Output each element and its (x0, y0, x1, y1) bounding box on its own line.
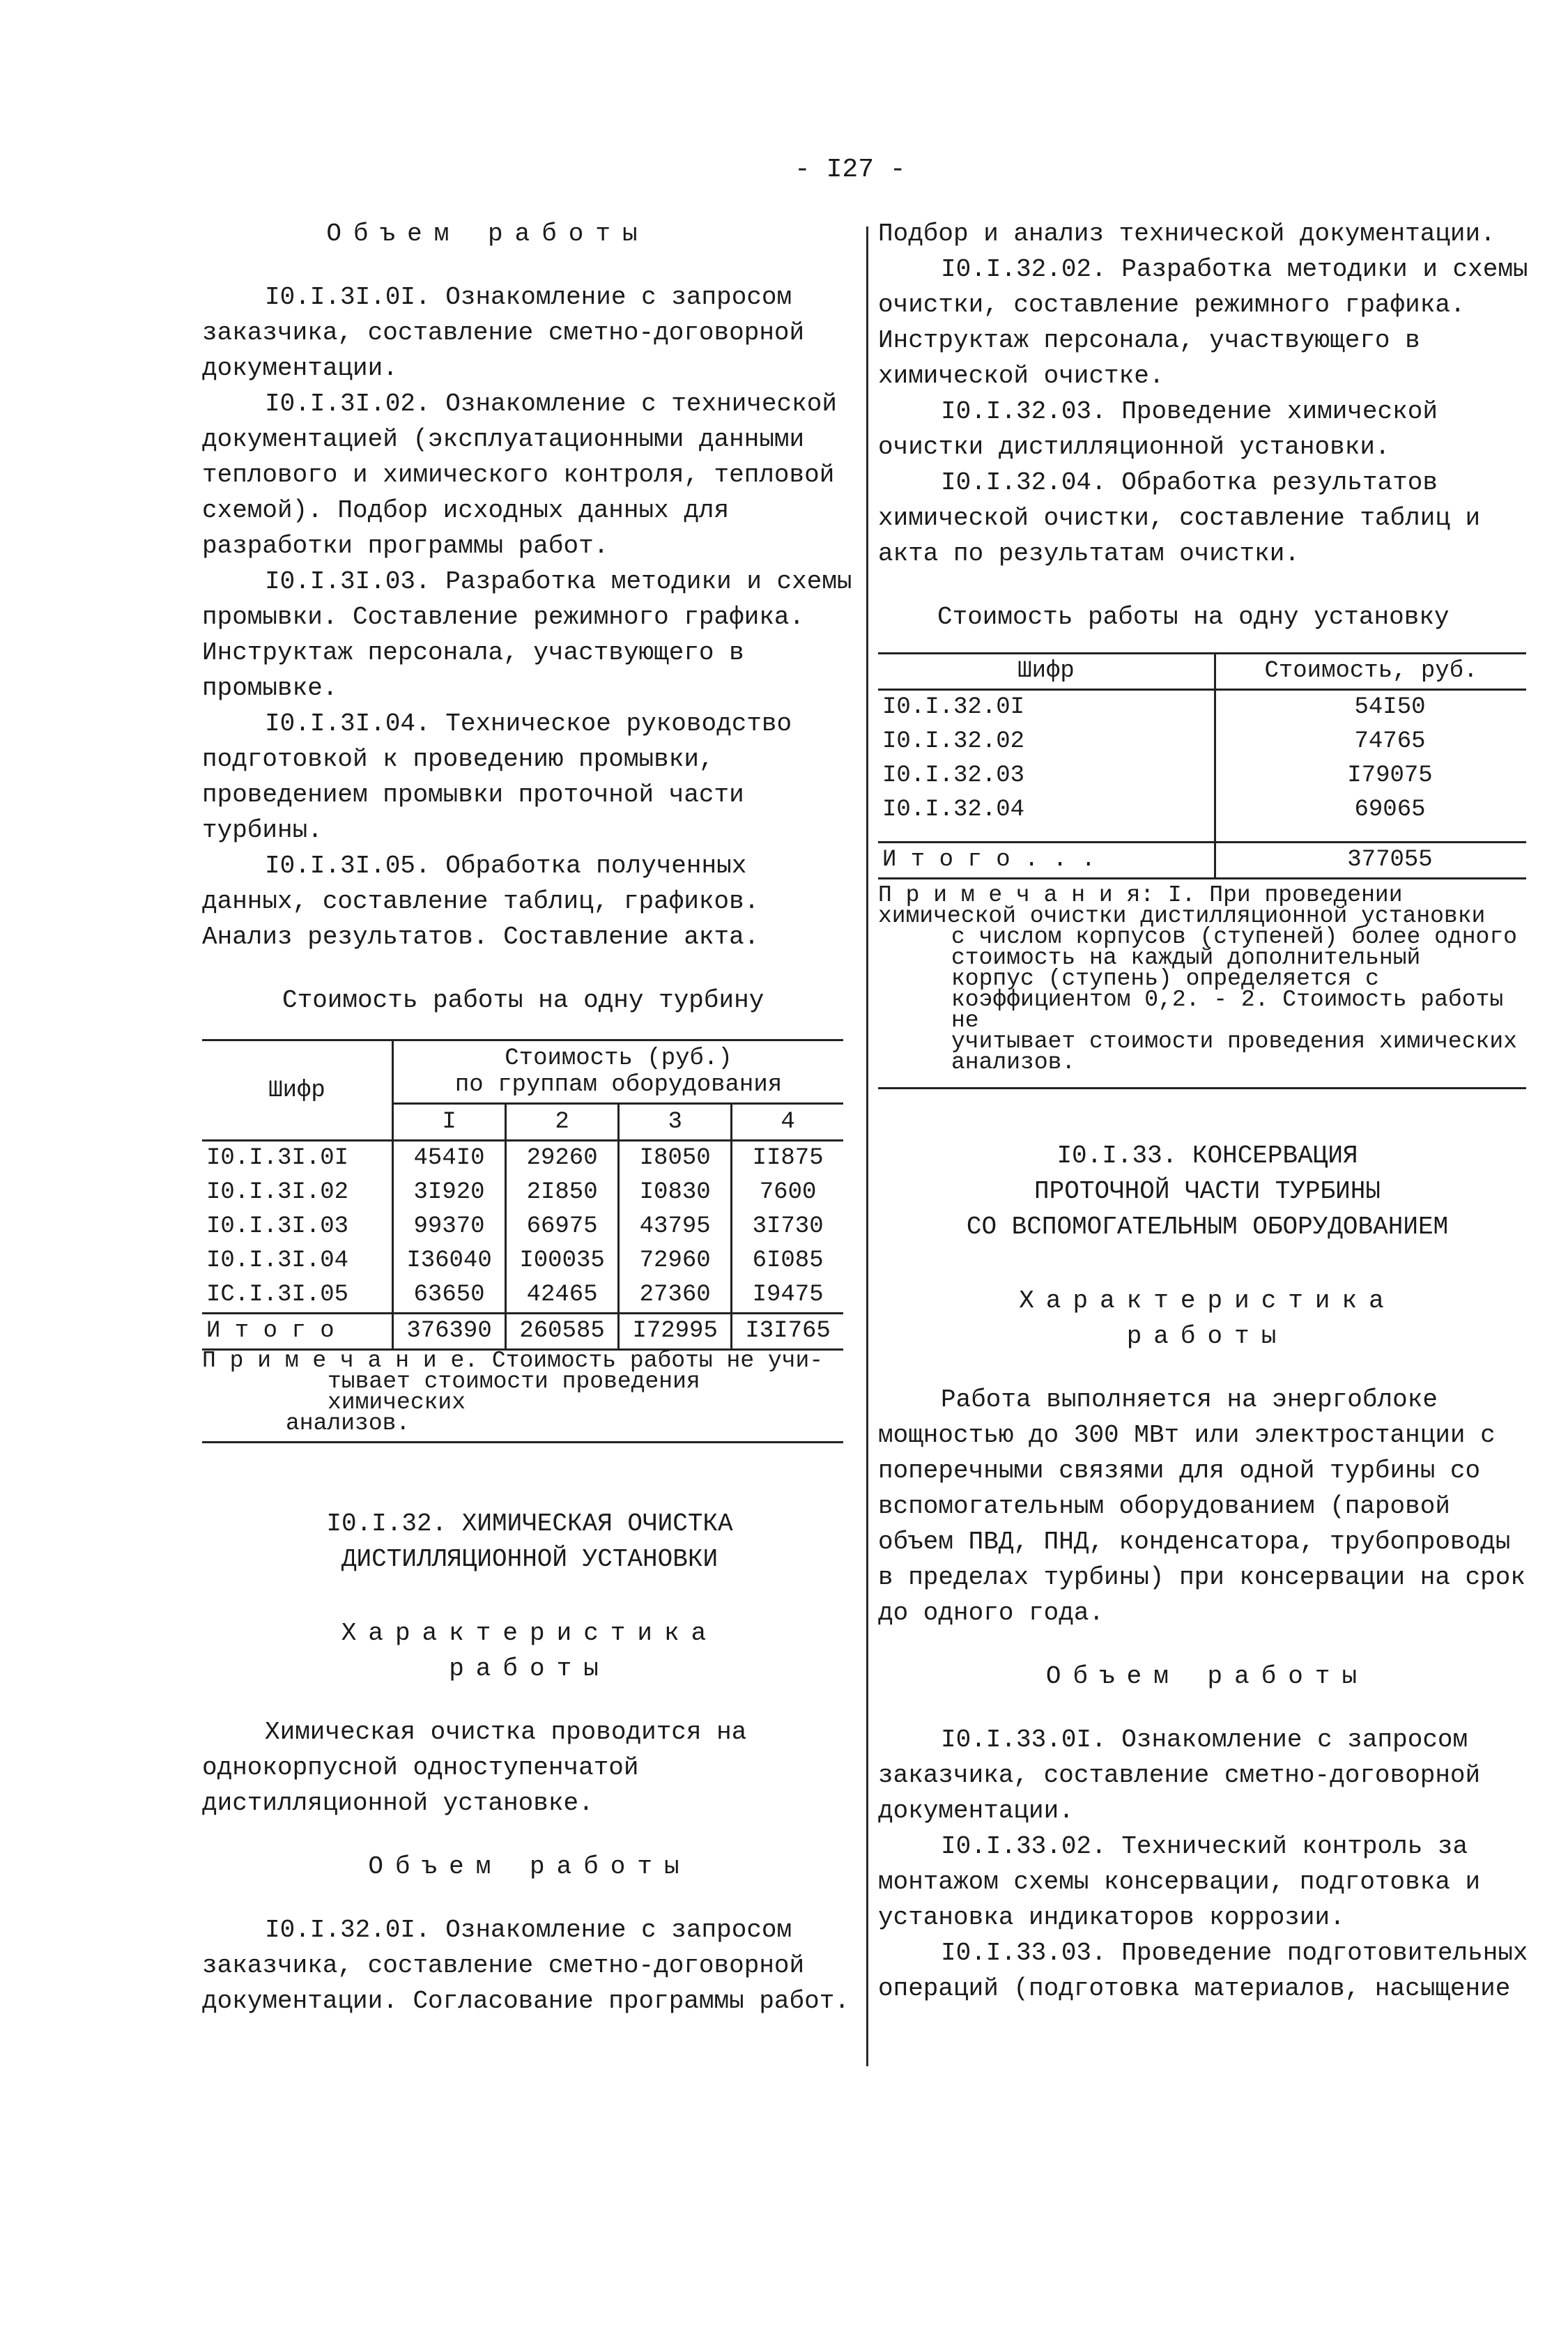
cost-caption-unit: Стоимость работы на одну установку (937, 603, 1450, 631)
note-line: с числом корпусов (ступеней) более одного стоимость на каждый дополнительный (951, 924, 1517, 971)
note-rule (202, 1441, 843, 1443)
scope-heading-32: Объем работы (368, 1852, 691, 1881)
total-value: I72995 (619, 1314, 732, 1350)
total-row (878, 843, 1526, 879)
item-31-04: I0.I.3I.04. Техническое руководство подготовкой к проведению промывки, проведением промывки проточной части турбины. (202, 709, 792, 845)
code-header: Шифр (878, 654, 1215, 690)
row-value: 6I085 (732, 1244, 843, 1278)
group-header: 3 (619, 1104, 732, 1141)
row-value: I00035 (506, 1244, 619, 1278)
section-33-title (878, 1138, 1537, 1245)
scope-heading-33: Объем работы (1045, 1662, 1369, 1691)
characteristic-text-32: Химическая очистка проводится на однокорпусной одноступенчатой дистилляционной установке. (202, 1718, 747, 1817)
row-value: I9475 (732, 1278, 843, 1314)
group-header: 4 (732, 1104, 843, 1141)
row-code: IC.I.3I.05 (202, 1278, 393, 1314)
cost-header: Стоимость, руб. (1215, 654, 1527, 690)
total-row (202, 1314, 843, 1350)
table-note (202, 1348, 843, 1443)
left-column (202, 216, 857, 2019)
row-value: 66975 (506, 1210, 619, 1244)
column-divider (866, 226, 868, 2066)
row-code: I0.I.32.0I (878, 690, 1215, 725)
row-value: 29260 (506, 1141, 619, 1176)
table-row (878, 725, 1526, 759)
item-33-02: I0.I.33.02. Технический контроль за монтажом схемы консервации, подготовка и установка индикаторов коррозии. (878, 1832, 1481, 1932)
table-row (202, 1210, 843, 1244)
item-32-03: I0.I.32.03. Проведение химической очистки дистилляционной установки. (878, 397, 1438, 461)
cost-table-unit (878, 652, 1526, 879)
section-33-title-line1: I0.I.33. КОНСЕРВАЦИЯ (1056, 1142, 1358, 1170)
note-line: анализов. (286, 1411, 410, 1436)
row-value: 99370 (393, 1210, 506, 1244)
row-code: I0.I.3I.04 (202, 1244, 393, 1278)
table-row (878, 793, 1526, 843)
total-label: И т о г о . . . (878, 843, 1215, 879)
characteristic-heading-32 (202, 1615, 857, 1686)
total-value: I3I765 (732, 1314, 843, 1350)
note-line: тывает стоимости проведения химических (328, 1369, 700, 1415)
item-32-01-continued: Подбор и анализ технической документации. (878, 220, 1496, 248)
scope-items-31 (202, 279, 857, 955)
table-row (202, 1176, 843, 1210)
item-32-04: I0.I.32.04. Обработка результатов химической очистки, составление таблиц и акта по результатам очистки. (878, 468, 1481, 568)
table-notes (878, 882, 1526, 1089)
section-32-title-line1: I0.I.32. ХИМИЧЕСКАЯ ОЧИСТКА (326, 1509, 733, 1538)
row-code: I0.I.3I.0I (202, 1141, 393, 1176)
section-33-title-line3: СО ВСПОМОГАТЕЛЬНЫМ ОБОРУДОВАНИЕМ (966, 1213, 1449, 1241)
table-row (202, 1141, 843, 1176)
scope-heading: Объем работы (326, 220, 650, 248)
row-value: II875 (732, 1141, 843, 1176)
row-value: 42465 (506, 1278, 619, 1314)
table-row (202, 1244, 843, 1278)
row-value: 63650 (393, 1278, 506, 1314)
row-value: 69065 (1354, 797, 1426, 823)
section-32-title (202, 1506, 857, 1577)
row-code: I0.I.32.03 (878, 759, 1215, 793)
section-32-title-line2: ДИСТИЛЛЯЦИОННОЙ УСТАНОВКИ (341, 1545, 718, 1574)
characteristic-heading-line1: Характеристика (341, 1619, 718, 1647)
item-31-05: I0.I.3I.05. Обработка полученных данных, составление таблиц, графиков. Анализ результатов. Составление акта. (202, 852, 760, 951)
total-value: 260585 (506, 1314, 619, 1350)
total-value: 377055 (1215, 843, 1527, 879)
row-code: I0.I.3I.02 (202, 1176, 393, 1210)
cost-header-line1: Стоимость (руб.) (505, 1045, 732, 1072)
total-value: 376390 (393, 1314, 506, 1350)
cost-table-turbine (202, 1039, 843, 1351)
table-row (878, 759, 1526, 793)
code-header: Шифр (202, 1040, 393, 1141)
item-32-02: I0.I.32.02. Разработка методики и схемы очистки, составление режимного графика. Инструктаж персонала, участвующего в химической очистке. (878, 255, 1528, 390)
row-value: 54I50 (1354, 694, 1426, 721)
characteristic-heading-line2: работы (449, 1654, 610, 1683)
group-header: I (393, 1104, 506, 1141)
row-code: I0.I.32.04 (878, 793, 1215, 843)
scope-items-33 (878, 1722, 1537, 2006)
row-value: I0830 (619, 1176, 732, 1210)
item-31-02: I0.I.3I.02. Ознакомление с технической документацией (эксплуатационными данными теплового и химического контроля, тепловой схемой). Подбор исходных данных для разработки программы работ. (202, 390, 837, 560)
row-value: 74765 (1354, 728, 1426, 755)
table-row (878, 690, 1526, 725)
table-row (202, 1278, 843, 1314)
item-31-03: I0.I.3I.03. Разработка методики и схемы промывки. Составление режимного графика. Инструктаж персонала, участвующего в промывке. (202, 567, 852, 702)
characteristic-text-33: Работа выполняется на энергоблоке мощностью до 300 МВт или электростанции с поперечными связями для одной турбины со вспомогательным оборудованием (паровой объем ПВД, ПНД, конденсатора, трубопроводы в пределах турбины) при консервации на срок до одного года. (878, 1385, 1525, 1627)
cost-header (393, 1040, 844, 1104)
item-32-01: I0.I.32.0I. Ознакомление с запросом заказчика, составление сметно-договорной документации. Согласование программы работ. (202, 1916, 850, 2015)
characteristic-heading-line1: Характеристика (1019, 1286, 1396, 1315)
note-line: учитывает стоимости проведения химических анализов. (951, 1029, 1517, 1075)
row-value: 3I920 (393, 1176, 506, 1210)
row-code: I0.I.32.02 (878, 725, 1215, 759)
item-33-03: I0.I.33.03. Проведение подготовительных операций (подготовка материалов, насыщение (878, 1939, 1528, 2003)
row-value: I36040 (393, 1244, 506, 1278)
group-header: 2 (506, 1104, 619, 1141)
characteristic-heading-line2: работы (1126, 1322, 1289, 1351)
item-33-01: I0.I.33.0I. Ознакомление с запросом заказчика, составление сметно-договорной документации. (878, 1725, 1481, 1825)
page-number: - I27 - (794, 155, 906, 185)
row-value: 3I730 (732, 1210, 843, 1244)
cost-header-line2: по группам оборудования (454, 1072, 783, 1098)
row-value: 454I0 (393, 1141, 506, 1176)
section-33-title-line2: ПРОТОЧНОЙ ЧАСТИ ТУРБИНЫ (1034, 1177, 1381, 1206)
row-value: 2I850 (506, 1176, 619, 1210)
row-code: I0.I.3I.03 (202, 1210, 393, 1244)
row-value: I8050 (619, 1141, 732, 1176)
note-line: корпус (ступень) определяется с коэффициентом 0,2. - 2. Стоимость работы не (951, 966, 1504, 1033)
note-rule (878, 1087, 1526, 1089)
row-value: 43795 (619, 1210, 732, 1244)
row-value: 72960 (619, 1244, 732, 1278)
row-value: I79075 (1347, 762, 1433, 789)
characteristic-heading-33 (878, 1283, 1537, 1354)
cost-caption-turbine: Стоимость работы на одну турбину (282, 986, 764, 1015)
row-value: 27360 (619, 1278, 732, 1314)
right-column (878, 216, 1537, 2006)
note-line: П р и м е ч а н и я: I. При проведении химической очистки дистилляционной установки (878, 882, 1486, 929)
total-label: И т о г о (202, 1314, 393, 1350)
row-value: 7600 (732, 1176, 843, 1210)
note-line: П р и м е ч а н и е. Стоимость работы не учи- (202, 1348, 824, 1374)
item-31-01: I0.I.3I.0I. Ознакомление с запросом заказчика, составление сметно-договорной документации. (202, 283, 805, 383)
